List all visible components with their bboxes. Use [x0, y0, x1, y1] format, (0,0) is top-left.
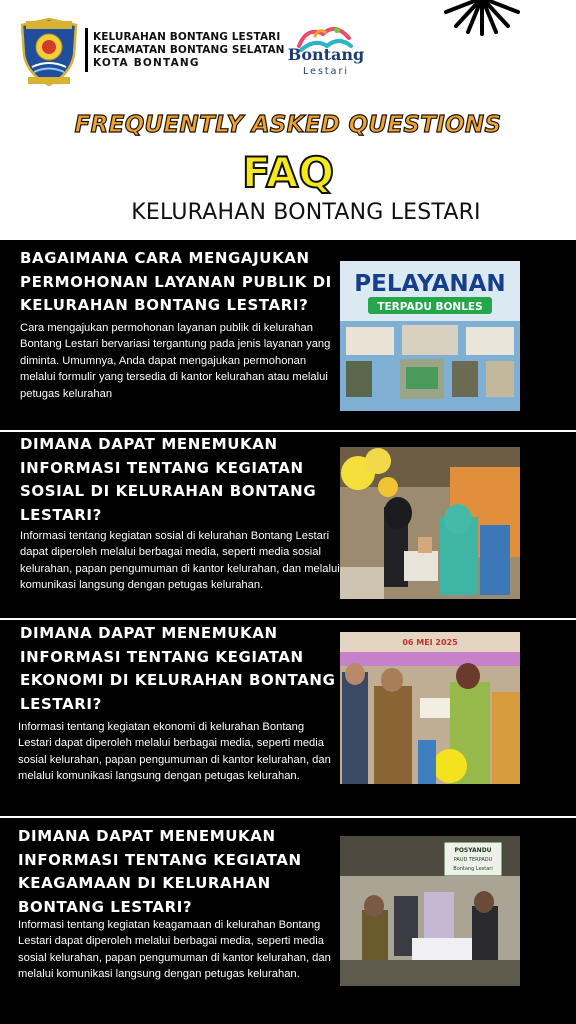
kegiatan-sosial-photo [340, 447, 520, 599]
photo-caption-top: PELAYANAN [354, 271, 506, 297]
photo-caption-bottom: TERPADU BONLES [377, 301, 483, 313]
faq-question: DIMANA DAPAT MENEMUKAN INFORMASI TENTANG KEGIATAN EKONOMI DI KELURAHAN BONTANG LESTARI? [20, 624, 336, 713]
faq-card-layanan-publik [0, 240, 576, 430]
faq-card-kegiatan-keagamaan [0, 818, 576, 1024]
pelayanan-terpadu-photo [340, 261, 520, 411]
faq-short-title: FAQ [241, 148, 335, 197]
office-line-kota: KOTA BONTANG [93, 57, 200, 69]
page-header [0, 0, 576, 240]
kota-bontang-crest-icon [18, 15, 80, 87]
kegiatan-keagamaan-photo [340, 836, 520, 986]
faq-answer: Informasi tentang kegiatan keagamaan di kelurahan Bontang Lestari dapat diperoleh melalui berbagai media, seperti media sosial kelurahan, papan pengumuman di kantor kelurahan, dan melalui komunikasi langsung dengan petugas kelurahan. [18, 919, 331, 981]
kelurahan-subtitle: KELURAHAN BONTANG LESTARI [131, 200, 481, 225]
sunburst-decoration-icon [444, 0, 520, 36]
photo-banner: 06 MEI 2025 [402, 638, 458, 647]
photo-sign-line-1: POSYANDU [454, 847, 492, 854]
faq-question: DIMANA DAPAT MENEMUKAN INFORMASI TENTANG KEGIATAN SOSIAL DI KELURAHAN BONTANG LESTARI? [20, 435, 317, 524]
kegiatan-ekonomi-photo [340, 632, 520, 784]
city-logo-word: Bontang [287, 45, 365, 64]
faq-card-kegiatan-sosial [0, 432, 576, 618]
photo-sign-line-2: PAUD TERPADU [453, 857, 493, 863]
faq-answer: Informasi tentang kegiatan sosial di kelurahan Bontang Lestari dapat diperoleh melalui berbagai media, seperti media sosial kelurahan, papan pengumuman di kantor kelurahan, dan melalui komunikasi langsung dengan petugas kelurahan. [20, 530, 340, 592]
faq-question: BAGAIMANA CARA MENGAJUKAN PERMOHONAN LAYANAN PUBLIK DI KELURAHAN BONTANG LESTARI? [20, 249, 332, 314]
office-line-kelurahan: KELURAHAN BONTANG LESTARI [93, 31, 281, 43]
city-logo-subword: Lestari [302, 66, 349, 77]
office-line-kecamatan: KECAMATAN BONTANG SELATAN [93, 44, 285, 56]
faq-question: DIMANA DAPAT MENEMUKAN INFORMASI TENTANG KEGIATAN KEAGAMAAN DI KELURAHAN BONTANG LESTARI? [18, 827, 302, 916]
faq-card-kegiatan-ekonomi [0, 620, 576, 816]
header-divider [85, 28, 88, 72]
faq-long-title: FREQUENTLY ASKED QUESTIONS [74, 112, 502, 138]
office-name-block [93, 31, 285, 70]
photo-sign-line-3: Bontang Lestari [453, 866, 493, 872]
faq-answer: Cara mengajukan permohonan layanan publik di kelurahan Bontang Lestari bervariasi tergantung pada jenis layanan yang diminta. Umumnya, Anda dapat mengajukan permohonan melalui formulir yang tersedia di kantor kelurahan atau melalui petugas kelurahan [20, 322, 331, 400]
faq-answer: Informasi tentang kegiatan ekonomi di kelurahan Bontang Lestari dapat diperoleh melalui berbagai media, seperti media sosial kelurahan, papan pengumuman di kantor kelurahan, dan melalui komunikasi langsung dengan petugas kelurahan. [18, 721, 331, 783]
